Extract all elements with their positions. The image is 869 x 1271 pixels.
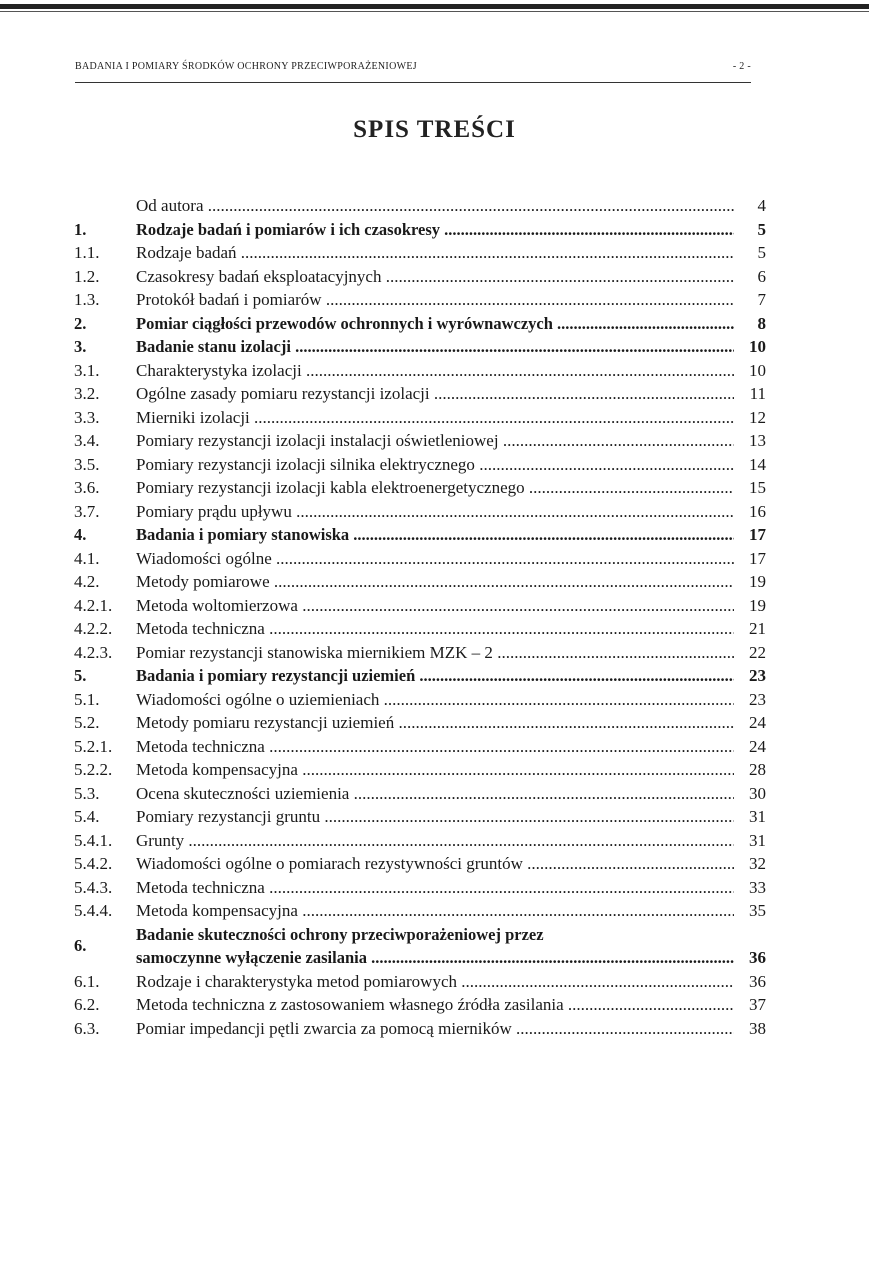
toc-entry — [74, 688, 774, 712]
toc-entry-title: Badanie stanu izolacji ..... — [136, 335, 734, 359]
toc-entry-title: Pomiar rezystancji stanowiska miernikiem MZK – 2 ..... — [136, 641, 734, 665]
toc-entry-number: 3.7. — [74, 501, 100, 521]
toc-entry — [74, 218, 774, 242]
toc-entry-number: 3.2. — [74, 384, 100, 403]
toc-entry-page: 16 — [749, 501, 766, 521]
toc-entry — [74, 852, 774, 876]
toc-entry-page: 15 — [749, 478, 766, 497]
toc-entry-page: 36 — [749, 948, 766, 967]
toc-entry-number: 6.3. — [74, 1018, 100, 1038]
toc-entry-number: 4.2.1. — [74, 595, 113, 615]
toc-entry — [74, 547, 774, 571]
toc-entry-number: 4.2.2. — [74, 619, 113, 638]
toc-entry-page: 10 — [749, 360, 766, 380]
running-title: BADANIA I POMIARY ŚRODKÓW OCHRONY PRZECIWPORAŻENIOWEJ — [75, 61, 417, 72]
toc-entry-page: 8 — [757, 313, 766, 333]
toc-entry-page: 14 — [749, 454, 766, 474]
toc-entry-title: Rodzaje badań ..... — [136, 241, 734, 265]
toc-entry-page: 23 — [749, 666, 766, 685]
toc-entry — [74, 288, 774, 312]
toc-entry-title: Grunty ..... — [136, 829, 734, 853]
toc-entry-page: 11 — [749, 384, 766, 403]
toc-entry — [74, 335, 774, 359]
toc-entry-title: Pomiary prądu upływu ..... — [136, 500, 734, 524]
toc-entry — [74, 923, 774, 970]
toc-entry-page: 31 — [749, 807, 766, 826]
toc-entry-number: 3. — [74, 337, 87, 356]
toc-entry — [74, 241, 774, 265]
toc-entry-number: 5.4. — [74, 807, 100, 826]
toc-entry-title: Pomiary rezystancji izolacji silnika elektrycznego ..... — [136, 453, 734, 477]
toc-entry-title: Badanie skuteczności ochrony przeciwporażeniowej przez — [136, 924, 544, 944]
toc-entry-page: 4 — [757, 196, 766, 215]
toc-entry-page: 7 — [757, 290, 766, 309]
running-header — [75, 61, 751, 72]
toc-entry-number: 5.4.3. — [74, 877, 113, 897]
toc-entry — [74, 500, 774, 524]
toc-entry-title: Rodzaje badań i pomiarów i ich czasokresy ..... — [136, 218, 734, 242]
toc-entry — [74, 805, 774, 829]
toc-entry-title: Metody pomiarowe ..... — [136, 570, 734, 594]
toc-entry-number: 5.2.1. — [74, 736, 113, 756]
toc-entry-page: 33 — [749, 877, 766, 897]
toc-entry — [74, 194, 774, 218]
toc-entry-title: Wiadomości ogólne o pomiarach rezystywności gruntów ..... — [136, 852, 734, 876]
toc-entry-number: 5.2. — [74, 713, 100, 732]
toc-entry-title: Od autora ..... — [136, 194, 734, 218]
toc-entry-page: 35 — [749, 901, 766, 920]
toc-entry-number: 5.4.2. — [74, 854, 113, 873]
toc-entry-number: 6.1. — [74, 971, 100, 991]
toc-entry-page: 32 — [749, 854, 766, 873]
toc-entry-title: Pomiary rezystancji izolacji instalacji oświetleniowej ..... — [136, 429, 734, 453]
header-rule — [75, 82, 751, 83]
header-page-number: - 2 - — [732, 61, 751, 72]
toc-entry-page: 36 — [749, 971, 766, 991]
toc-entry-number: 3.4. — [74, 431, 100, 450]
toc-entry-title: Czasokresy badań eksploatacyjnych ..... — [136, 265, 734, 289]
toc-entry-title: Rodzaje i charakterystyka metod pomiarowych ..... — [136, 970, 734, 994]
toc-entry-title: Mierniki izolacji ..... — [136, 406, 734, 430]
toc-entry-number: 6.2. — [74, 995, 100, 1014]
toc-entry-page: 5 — [757, 243, 766, 262]
toc-entry-title: Protokół badań i pomiarów ..... — [136, 288, 734, 312]
toc-entry — [74, 617, 774, 641]
toc-entry-page: 19 — [749, 572, 766, 591]
toc-entry-number: 4.2.3. — [74, 642, 113, 662]
toc-entry-number: 5.4.1. — [74, 830, 113, 850]
toc-entry-page: 17 — [749, 525, 766, 544]
toc-entry — [74, 876, 774, 900]
toc-entry-title: Pomiar impedancji pętli zwarcia za pomocą mierników ..... — [136, 1017, 734, 1041]
toc-entry-title: Metoda woltomierzowa ..... — [136, 594, 734, 618]
toc-entry-page: 10 — [749, 337, 766, 356]
toc-entry-page: 17 — [749, 548, 766, 568]
toc-entry — [74, 594, 774, 618]
toc-entry-title: Badania i pomiary stanowiska ..... — [136, 523, 734, 547]
toc-entry-title: Ocena skuteczności uziemienia ..... — [136, 782, 734, 806]
toc-entry-page: 38 — [749, 1018, 766, 1038]
toc-entry — [74, 570, 774, 594]
toc-entry — [74, 711, 774, 735]
toc-entry-page: 37 — [749, 995, 766, 1014]
toc-entry-title: Metoda techniczna ..... — [136, 876, 734, 900]
toc-entry-title: Wiadomości ogólne ..... — [136, 547, 734, 571]
toc-entry-title: Metody pomiaru rezystancji uziemień ..... — [136, 711, 734, 735]
toc-entry-number: 4. — [74, 525, 87, 544]
toc-entry-page: 21 — [749, 619, 766, 638]
toc-entry-title: Ogólne zasady pomiaru rezystancji izolacji ..... — [136, 382, 734, 406]
toc-entry-number: 1.2. — [74, 266, 100, 286]
toc-entry — [74, 476, 774, 500]
toc-entry-number: 1.3. — [74, 290, 100, 309]
toc-entry-number: 6. — [74, 935, 87, 955]
toc-entry-number: 5.4.4. — [74, 901, 113, 920]
toc-entry-page: 23 — [749, 689, 766, 709]
toc-entry-number: 3.3. — [74, 407, 100, 427]
toc-entry-page: 6 — [757, 266, 766, 286]
toc-entry — [74, 758, 774, 782]
toc-entry — [74, 1017, 774, 1041]
toc-entry-title: Metoda techniczna z zastosowaniem własnego źródła zasilania ..... — [136, 993, 734, 1017]
toc-entry — [74, 899, 774, 923]
toc-entry-title: Metoda kompensacyjna ..... — [136, 758, 734, 782]
toc-entry-page: 28 — [749, 760, 766, 779]
toc-entry — [74, 523, 774, 547]
toc-entry-title: Charakterystyka izolacji ..... — [136, 359, 734, 383]
toc-entry — [74, 429, 774, 453]
toc-entry-title: Pomiar ciągłości przewodów ochronnych i wyrównawczych ..... — [136, 312, 734, 336]
toc-entry-page: 19 — [749, 595, 766, 615]
toc-entry — [74, 735, 774, 759]
toc-entry-page: 24 — [749, 736, 766, 756]
toc-entry-number: 1.1. — [74, 243, 100, 262]
toc-entry-number: 3.1. — [74, 360, 100, 380]
table-of-contents — [74, 194, 774, 1040]
top-border-line — [0, 4, 869, 9]
toc-entry-page: 13 — [749, 431, 766, 450]
toc-entry — [74, 382, 774, 406]
toc-entry — [74, 970, 774, 994]
page-title: SPIS TREŚCI — [353, 116, 516, 143]
toc-entry-title: Wiadomości ogólne o uziemieniach ..... — [136, 688, 734, 712]
toc-entry-title-continued: samoczynne wyłączenie zasilania ..... — [136, 946, 734, 970]
toc-entry-title: Badania i pomiary rezystancji uziemień ..... — [136, 664, 734, 688]
toc-entry-number: 4.1. — [74, 548, 100, 568]
toc-entry — [74, 641, 774, 665]
toc-entry — [74, 406, 774, 430]
toc-entry — [74, 782, 774, 806]
toc-entry-page: 24 — [749, 713, 766, 732]
toc-entry — [74, 993, 774, 1017]
toc-entry-number: 3.6. — [74, 478, 100, 497]
toc-entry-title: Metoda techniczna ..... — [136, 735, 734, 759]
toc-entry-page: 31 — [749, 830, 766, 850]
toc-entry-number: 5.1. — [74, 689, 100, 709]
toc-entry-title: Metoda techniczna ..... — [136, 617, 734, 641]
toc-entry-number: 5.2.2. — [74, 760, 113, 779]
toc-entry — [74, 312, 774, 336]
toc-entry-page: 30 — [749, 783, 766, 803]
toc-entry-number: 5.3. — [74, 783, 100, 803]
toc-entry — [74, 265, 774, 289]
toc-entry — [74, 453, 774, 477]
toc-entry — [74, 829, 774, 853]
top-border-thin-line — [0, 11, 869, 12]
toc-entry-number: 1. — [74, 219, 87, 239]
toc-entry-page: 22 — [749, 642, 766, 662]
toc-entry-number: 3.5. — [74, 454, 100, 474]
toc-entry — [74, 359, 774, 383]
toc-entry-number: 5. — [74, 666, 87, 685]
toc-entry-number: 4.2. — [74, 572, 100, 591]
toc-entry — [74, 664, 774, 688]
toc-entry-page: 12 — [749, 407, 766, 427]
toc-entry-title: Pomiary rezystancji izolacji kabla elektroenergetycznego ..... — [136, 476, 734, 500]
toc-entry-title: Pomiary rezystancji gruntu ..... — [136, 805, 734, 829]
toc-entry-title: Metoda kompensacyjna ..... — [136, 899, 734, 923]
toc-entry-page: 5 — [757, 219, 766, 239]
toc-entry-number: 2. — [74, 313, 87, 333]
